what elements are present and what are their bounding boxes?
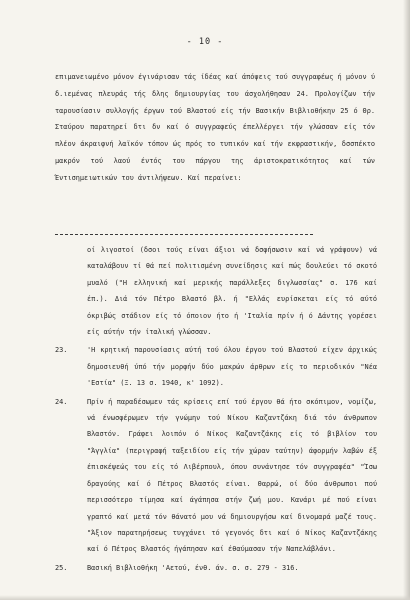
footnote-number: 24. [55, 397, 68, 406]
footnote-continuation: οί λιγοστοί (δσοι τούς είναι άξιοι νά δσφήσωσιν καί νά γράψουν) νά καταλάβουν τί θά πεί πολιτισμένη συνείδησις καί πώς δουλεύει τό σκοτό μυαλό ("Η ελληνική καί μερικής παράλλεξες διγλωσσίας" σ. 176 καί έπ.). Διά τόν Πέτρο Βλαστό βλ. ή "Ελλάς ευρίσκεται είς τό αύτό όκριβώς στάδιον είς τό όποιον ήτο ή 'Ιταλία πρίν ή ό Δάντης γορέσει είς αύτήν τήν ίταλική γλώσσαν. [87, 246, 377, 337]
footnote-text: 'Η κρητική παρουσίασις αύτή τού όλου έργου τού Βλαστού είχεν άρχικώς δημοσιευθή ύπό τήν μορφήν δύο μακρών άρθρων είς το περιοδικόν "Νέα 'Εστία" (Ξ. 13 σ. 1940, κ' 1092). [87, 346, 377, 388]
footnote-text: Πρίν ή παραδέσωμεν τάς κρίσεις επί τού έργου θά ήτο σκόπιμον, νομίζω, νά ένωσφέρωμεν τήν γνώμην τού Νίκου Καζαντζάκη διά τόν άνθρωπον Βλαστόν. Γράφει λοιπόν ό Νίκος Καζαντζάκης είς τό βιβλίον του "Άγγλία" (περιγραφή ταξειδίου είς τήν χώραν ταύτην) άφορμήν λαβών έξ έπισκέψεώς του είς τό Λιβέρπουλ, όπου συνάντησε τόν συγγραφέα" "Ίσω δραγούης καί ό Πέτρος Βλαστός είναι. Θαρρώ, οί δύο άνθρωποι πού περισσότερο τίμησα καί άγάπησα στήν ζωή μου. Κανάρι μέ πού είναι γραπτό καί μετά τόν θάνατό μου νά δημιουργήσω καί δινομαρά μαζέ τους. "Άξιον παρατηρήσεως τυγχάνει τό γεγονός δτι καί ό Νίκος Καζαντζάκης καί ό Πέτρος Βλαστός ήγάπησαν καί έθαύμασαν τήν Ναπελάβλάνι. [87, 397, 377, 554]
body-paragraph-text: επιμανειωμένο μόνον έγινάρισαν τάς ίδέας καί άπόψεις τού συγγραφέως ή μόνον ύ δ.ιεμένας πλευράς τής δλης δημιουργίας του άσχολήθησαν 24. Προλογίζων τήν ταρουσίασιν συλλογής έργων τού Βλαστού είς τήν Βασικήν Βιβλιοθήκην 25 ό Θρ. Σταύρου παρατηρεί δτι δν καί ό συγγραφεύς έπελλέργει τήν γλώσσαν είς τόν πλέον άκραιφνή λαϊκόν τόπον ώς πρός το τυπικόν καί τήν εκφραστικήν, δσσπέκτο μακρόν τού λαού έντός του πάργου της άριστοκρατικότητος καί τών Έντισημειωτικών του άντιλήψεων. Καί περαίνει: [55, 73, 375, 182]
footnote-number: 23. [55, 346, 68, 355]
page-number: - 10 - [186, 37, 224, 47]
body-paragraph [55, 69, 375, 187]
page-bottom-shadow [0, 595, 410, 600]
footnotes-section [55, 242, 377, 576]
page-edge-shadow [403, 0, 410, 600]
footnote-text: Βασική Βιβλιοθήκη 'Αετού, ένθ. άν. σ. σ. 279 - 316. [87, 563, 299, 572]
footnote-separator [55, 234, 313, 235]
footnote-24 [55, 394, 377, 558]
footnote-25 [55, 560, 377, 576]
footnote-23 [55, 342, 377, 391]
footnote-number: 25. [55, 563, 68, 572]
